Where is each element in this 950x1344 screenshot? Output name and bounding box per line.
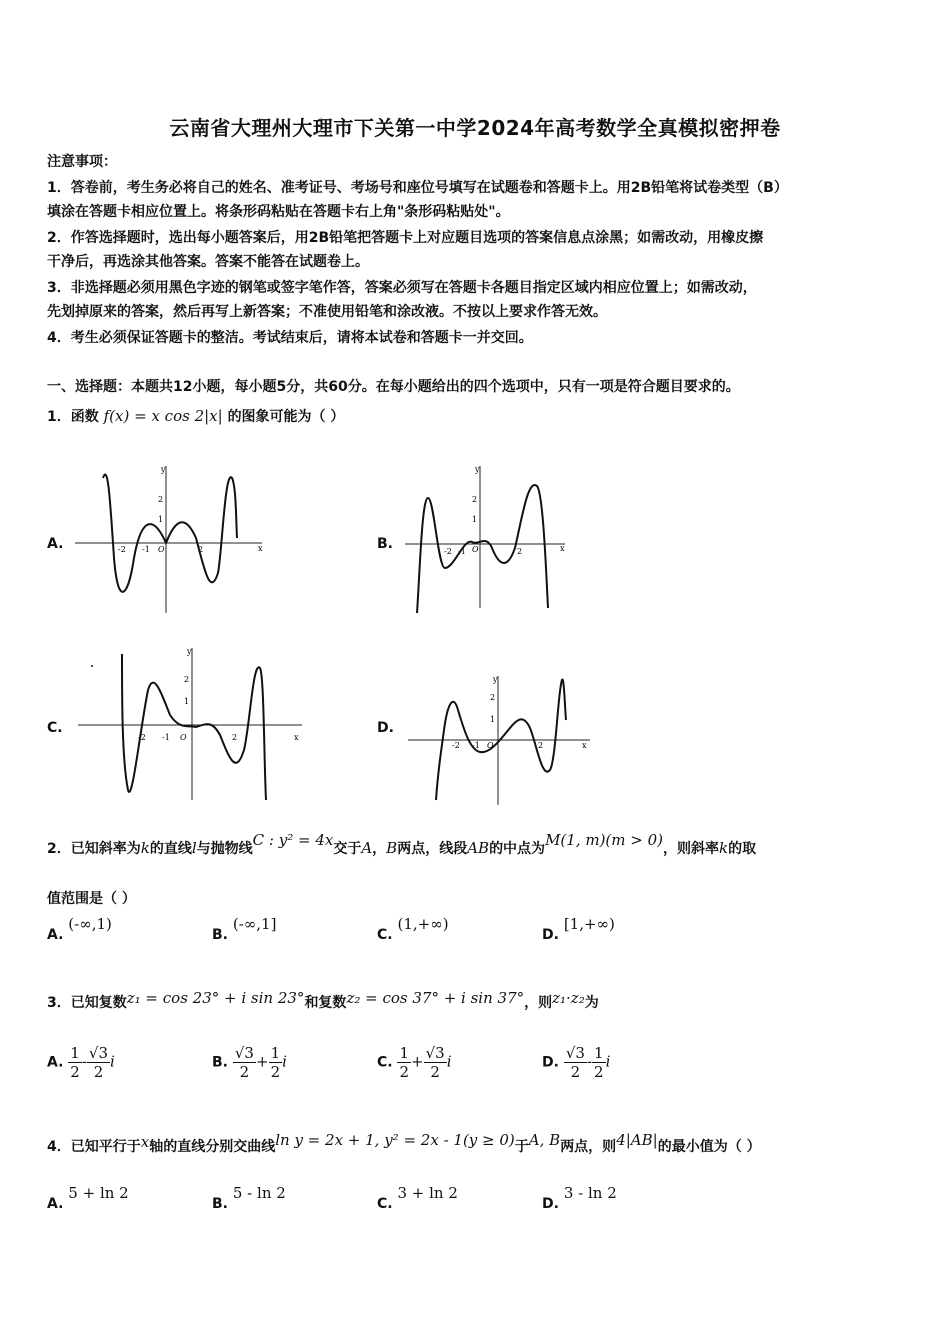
q2-midpoint: M(1, m)(m > 0) (545, 831, 664, 849)
svg-text:1: 1 (490, 715, 496, 724)
notice-line: 先划掉原来的答案，然后再写上新答案；不准使用铅笔和涂改液。不按以上要求作答无效。 (47, 304, 607, 320)
q1-graph-b (400, 458, 580, 618)
svg-text:x: x (560, 544, 565, 553)
svg-text:2: 2 (472, 495, 478, 504)
q3-z2: z₂ = cos 37° + i sin 37° (346, 989, 525, 1007)
q2-option-c[interactable]: C. (1,+∞) (377, 915, 449, 943)
svg-text:-1: -1 (162, 733, 170, 742)
q3-option-a[interactable]: A. $\frac{1}{2}$ - $\frac{√3}{2}$ i (47, 1044, 115, 1081)
q4-option-b[interactable]: B. 5 - ln 2 (212, 1184, 286, 1212)
q3-z1: z₁ = cos 23° + i sin 23° (126, 989, 305, 1007)
svg-text:x: x (582, 741, 587, 750)
question-2-line2: 值范围是（ ） (47, 891, 136, 907)
q2-curve: C : y² = 4x (252, 831, 334, 849)
svg-text:O: O (487, 741, 494, 750)
q2-option-b[interactable]: B. (-∞,1] (212, 915, 277, 943)
svg-text:2: 2 (184, 675, 190, 684)
svg-text:2: 2 (517, 547, 523, 556)
section-heading: 一、选择题：本题共12小题，每小题5分，共60分。在每小题给出的四个选项中，只有一项是符合题目要求的。 (47, 379, 740, 395)
svg-text:x: x (294, 733, 299, 742)
notice-line: 1．答卷前，考生务必将自己的姓名、准考证号、考场号和座位号填写在试题卷和答题卡上。用2B铅笔将试卷类型（B） (47, 180, 788, 196)
notice-line: 3．非选择题必须用黑色字迹的钢笔或签字笔作答，答案必须写在答题卡各题目指定区域内相应位置上；如需改动， (47, 280, 757, 296)
question-3: 3．已知复数z₁ = cos 23° + i sin 23°和复数z₂ = cos 37° + i sin 37°，则z₁·z₂为 (47, 989, 599, 1011)
notice-heading: 注意事项： (47, 154, 117, 170)
question-4: 4．已知平行于x轴的直线分别交曲线ln y = 2x + 1, y² = 2x - 1(y ≥ 0)于A, B两点，则4|AB|的最小值为（ ） (47, 1131, 761, 1155)
q4-option-d[interactable]: D. 3 - ln 2 (542, 1184, 617, 1212)
q4-option-a[interactable]: A. 5 + ln 2 (47, 1184, 129, 1212)
question-2: 2．已知斜率为k的直线l与抛物线C : y² = 4x交于A，B两点，线段AB的中点为M(1, m)(m > 0)，则斜率k的取 (47, 831, 757, 857)
svg-text:1: 1 (472, 515, 478, 524)
q3-option-d[interactable]: D. $\frac{√3}{2}$ - $\frac{1}{2}$ i (542, 1044, 611, 1081)
q1-option-c-label: C. (47, 720, 63, 736)
q1-formula: f(x) = x cos 2|x| (103, 407, 223, 425)
q1-option-d-label: D. (377, 720, 394, 736)
q1-graph-a (70, 458, 270, 618)
page-title: 云南省大理州大理市下关第一中学2024年高考数学全真模拟密押卷 (169, 116, 781, 140)
svg-text:O: O (472, 545, 479, 554)
q1-option-a-label: A. (47, 536, 64, 552)
question-1: 1．函数 f(x) = x cos 2|x| 的图象可能为（ ） (47, 407, 345, 425)
q3-option-c[interactable]: C. $\frac{1}{2}$ + $\frac{√3}{2}$ i (377, 1044, 452, 1081)
q3-option-b[interactable]: B. $\frac{√3}{2}$ + $\frac{1}{2}$ i (212, 1044, 287, 1081)
q4-curves: ln y = 2x + 1, y² = 2x - 1(y ≥ 0) (275, 1131, 515, 1149)
svg-text:O: O (158, 545, 165, 554)
svg-text:-1: -1 (472, 741, 480, 750)
svg-text:-2: -2 (118, 545, 126, 554)
notice-line: 干净后，再选涂其他答案。答案不能答在试题卷上。 (47, 254, 369, 270)
svg-text:1: 1 (158, 515, 164, 524)
svg-text:y: y (187, 647, 192, 656)
svg-text:2: 2 (158, 495, 164, 504)
svg-text:x: x (258, 544, 263, 553)
svg-text:y: y (475, 465, 480, 474)
svg-text:-2: -2 (138, 733, 146, 742)
q2-option-a[interactable]: A. (-∞,1) (47, 915, 112, 943)
q4-option-c[interactable]: C. 3 + ln 2 (377, 1184, 458, 1212)
q1-graph-c (70, 640, 310, 810)
svg-text:y: y (493, 675, 498, 684)
notice-line: 2．作答选择题时，选出每小题答案后，用2B铅笔把答题卡上对应题目选项的答案信息点涂黑；如需改动，用橡皮擦 (47, 230, 764, 246)
q2-option-d[interactable]: D. [1,+∞) (542, 915, 615, 943)
svg-text:O: O (180, 733, 187, 742)
svg-text:-1: -1 (142, 545, 150, 554)
notice-line: 4．考生必须保证答题卡的整洁。考试结束后，请将本试卷和答题卡一并交回。 (47, 330, 533, 346)
svg-text:-2: -2 (444, 547, 452, 556)
q1-option-b-label: B. (377, 536, 393, 552)
notice-line: 填涂在答题卡相应位置上。将条形码粘贴在答题卡右上角"条形码粘贴处"。 (47, 204, 510, 220)
svg-text:2: 2 (198, 545, 204, 554)
svg-text:y: y (161, 465, 166, 474)
svg-text:-1: -1 (458, 547, 466, 556)
svg-text:2: 2 (490, 693, 496, 702)
svg-text:2: 2 (538, 741, 544, 750)
svg-text:-2: -2 (452, 741, 460, 750)
svg-text:2: 2 (232, 733, 238, 742)
svg-text:1: 1 (184, 697, 190, 706)
q1-graph-d (400, 670, 600, 810)
